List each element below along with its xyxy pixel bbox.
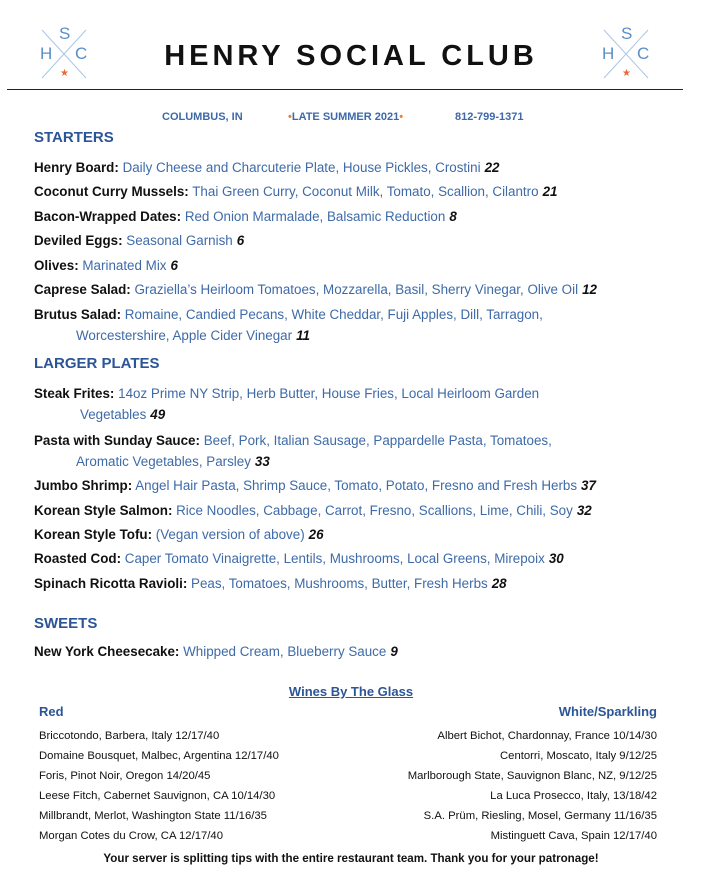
wine-item: Millbrandt, Merlot, Washington State 11/16/35 [39,810,267,822]
wine-heading-white: White/Sparkling [558,704,657,719]
bullet-icon: • [399,111,404,123]
header-divider [7,89,683,90]
logo-letter-c: C [75,44,88,63]
item-price: 49 [150,407,166,422]
wine-item: Foris, Pinot Noir, Oregon 14/20/45 [39,770,211,782]
section-heading-sweets: SWEETS [34,615,98,632]
menu-item [34,500,674,521]
item-price: 28 [491,576,507,591]
item-description: Marinated Mix [82,258,167,273]
item-name: Roasted Cod: [34,551,122,566]
menu-item [34,157,674,178]
wines-title: Wines By The Glass [288,684,414,699]
wine-item: Mistinguett Cava, Spain 12/17/40 [490,830,657,842]
item-name: Steak Frites: [34,386,115,401]
item-description: Thai Green Curry, Coconut Milk, Tomato, Scallion, Cilantro [192,184,539,199]
item-description: Seasonal Garnish [126,233,233,248]
menu-item [34,524,674,545]
item-name: Coconut Curry Mussels: [34,184,189,199]
menu-item [34,304,674,346]
footer-note: Your server is splitting tips with the entire restaurant team. Thank you for your patronage! [103,852,599,865]
menu-item [34,430,674,472]
item-description: Beef, Pork, Italian Sausage, Pappardelle Pasta, Tomatoes, [203,433,552,448]
item-description: Rice Noodles, Cabbage, Carrot, Fresno, Scallions, Lime, Chili, Soy [176,503,573,518]
item-name: Pasta with Sunday Sauce: [34,433,200,448]
red-wine-list [39,726,279,846]
wine-item: Morgan Cotes du Crow, CA 12/17/40 [39,830,223,842]
season-label: LATE SUMMER 2021 [291,111,400,123]
item-description-cont: Aromatic Vegetables, Parsley [76,454,251,469]
wine-item: Leese Fitch, Cabernet Sauvignon, CA 10/14/30 [39,790,276,802]
item-name: Brutus Salad: [34,307,122,322]
item-name: Caprese Salad: [34,282,131,297]
white-wine-list [408,726,657,846]
item-description: Angel Hair Pasta, Shrimp Sauce, Tomato, Potato, Fresno and Fresh Herbs [135,478,578,493]
item-description: Graziella’s Heirloom Tomatoes, Mozzarella, Basil, Sherry Vinegar, Olive Oil [134,282,579,297]
menu-item [34,573,674,594]
logo-star-icon: ★ [622,68,631,79]
menu-item [34,641,674,662]
logo-letter-s: S [59,24,71,43]
item-name: Deviled Eggs: [34,233,123,248]
season [288,111,403,123]
menu-item [34,548,674,569]
item-price: 9 [390,644,398,659]
item-price: 6 [236,233,245,248]
menu-item [34,206,674,227]
item-price: 26 [308,527,324,542]
item-price: 6 [170,258,178,273]
menu-item [34,230,674,251]
logo-letter-s: S [621,24,633,43]
item-price: 11 [296,328,310,343]
wine-item: Marlborough State, Sauvignon Blanc, NZ, 9/12/25 [407,770,657,782]
item-description: Red Onion Marmalade, Balsamic Reduction [184,209,446,224]
item-price: 37 [581,478,596,493]
item-price: 30 [548,551,564,566]
wine-heading-red: Red [39,704,64,719]
menu-item [34,181,674,202]
item-price: 8 [449,209,457,224]
wine-item: Centorri, Moscato, Italy 9/12/25 [500,750,657,762]
item-description: Whipped Cream, Blueberry Sauce [183,644,387,659]
restaurant-title: HENRY SOCIAL CLUB [164,40,538,72]
item-description: (Vegan version of above) [155,527,305,542]
wine-item: S.A. Prüm, Riesling, Mosel, Germany 11/16/35 [423,810,657,822]
section-heading-larger-plates: LARGER PLATES [34,355,160,372]
item-price: 32 [576,503,592,518]
menu-item [34,475,674,496]
item-price: 21 [542,184,558,199]
item-price: 33 [254,454,270,469]
item-name: Bacon-Wrapped Dates: [34,209,182,224]
section-heading-starters: STARTERS [34,129,114,146]
item-description: Caper Tomato Vinaigrette, Lentils, Mushrooms, Local Greens, Mirepoix [124,551,545,566]
item-price: 12 [582,282,597,297]
phone-number: 812-799-1371 [455,111,524,123]
item-name: Korean Style Salmon: [34,503,173,518]
logo-letter-h: H [40,44,53,63]
wine-item: Albert Bichot, Chardonnay, France 10/14/30 [437,730,657,742]
item-description-cont: Worcestershire, Apple Cider Vinegar [76,328,293,343]
wine-item: Briccotondo, Barbera, Italy 12/17/40 [39,730,220,742]
logo-letter-c: C [637,44,650,63]
logo-star-icon: ★ [60,68,69,79]
item-name: Spinach Ricotta Ravioli: [34,576,188,591]
item-name: Korean Style Tofu: [34,527,153,542]
wine-item: Domaine Bousquet, Malbec, Argentina 12/17/40 [39,750,279,762]
location: COLUMBUS, IN [162,111,243,123]
item-name: Jumbo Shrimp: [34,478,133,493]
item-description-cont: Vegetables [80,407,147,422]
item-description: Peas, Tomatoes, Mushrooms, Butter, Fresh Herbs [191,576,488,591]
item-name: Olives: [34,258,79,273]
item-name: Henry Board: [34,160,119,175]
menu-item [34,255,674,276]
item-name: New York Cheesecake: [34,644,180,659]
item-description: Romaine, Candied Pecans, White Cheddar, Fuji Apples, Dill, Tarragon, [124,307,543,322]
item-description: Daily Cheese and Charcuterie Plate, House Pickles, Crostini [122,160,481,175]
item-price: 22 [484,160,500,175]
menu-item [34,279,674,300]
item-description: 14oz Prime NY Strip, Herb Butter, House Fries, Local Heirloom Garden [118,386,540,401]
menu-item [34,383,674,425]
wine-item: La Luca Prosecco, Italy, 13/18/42 [490,790,657,802]
logo-letter-h: H [602,44,615,63]
bullet-icon: • [288,111,292,123]
